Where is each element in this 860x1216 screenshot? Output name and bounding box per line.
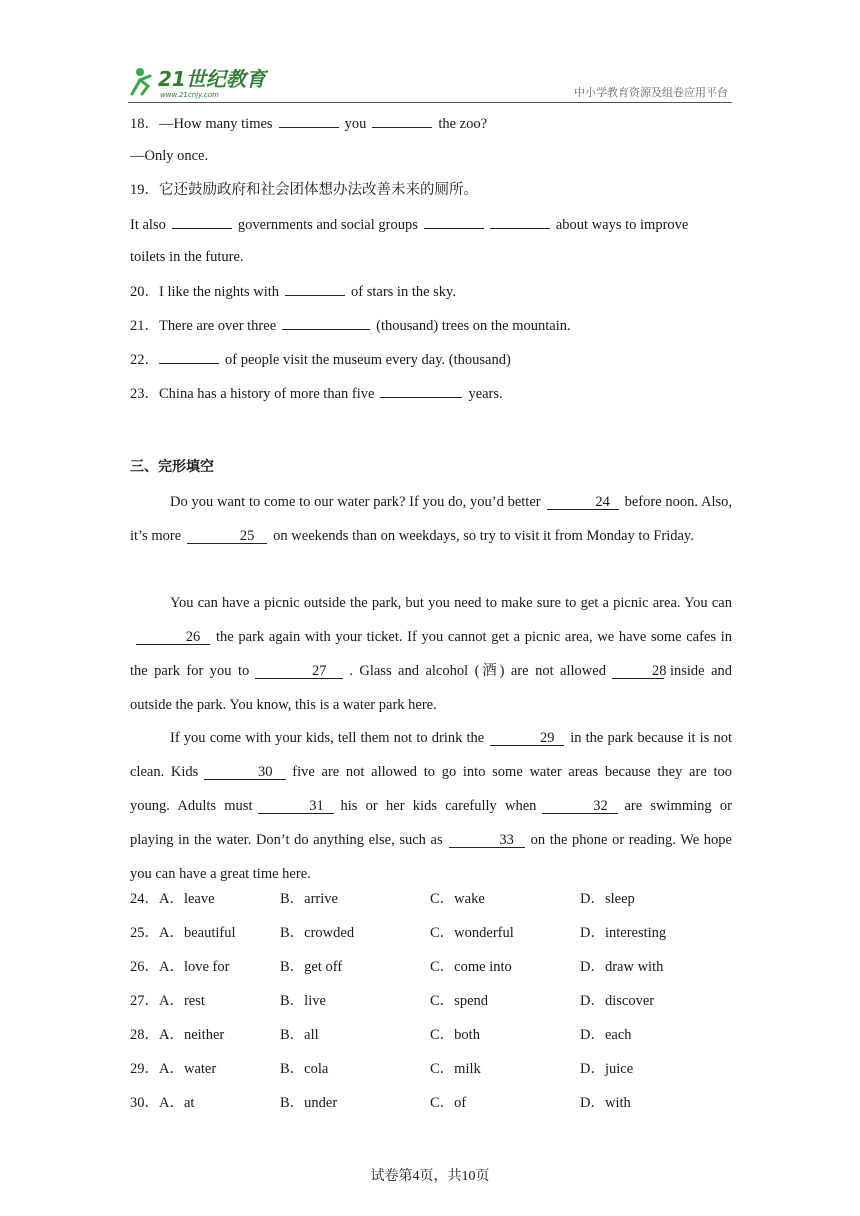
- option-c[interactable]: C．wake: [430, 891, 485, 907]
- question-21: 21．There are over three (thousand) trees on the mountain.: [130, 318, 571, 334]
- page-header: [128, 60, 732, 103]
- option-c[interactable]: C．milk: [430, 1061, 481, 1077]
- options-row-28: [130, 1026, 732, 1044]
- option-b[interactable]: B．cola: [280, 1061, 329, 1077]
- answer-blank[interactable]: [172, 215, 232, 229]
- cloze-paragraph-1: Do you want to come to our water park? If you do, you’d better 24 before noon. Also, it’s more 25 on weekends than on weekdays, so try to visit it from Monday to Friday.: [130, 494, 733, 544]
- cloze-paragraph-2: You can have a picnic outside the park, but you need to make sure to get a picnic area. You can26 the park again with your ticket. If you cannot get a picnic area, we have some cafes in the park for you to 27 . Glass and alcohol (酒) are not allowed 28 inside and outside the park. You know, this is a water park here.: [130, 595, 733, 713]
- section-title: 三、完形填空: [130, 459, 214, 475]
- question-19-cont: toilets in the future.: [130, 249, 244, 265]
- cloze-gap-29[interactable]: 29: [490, 731, 564, 746]
- cloze-gap-26[interactable]: 26: [136, 630, 210, 645]
- options-row-25: [130, 924, 732, 942]
- cloze-gap-28[interactable]: 28: [612, 664, 664, 679]
- option-d[interactable]: D．draw with: [580, 959, 664, 975]
- option-c[interactable]: C．both: [430, 1027, 480, 1043]
- answer-blank[interactable]: [490, 215, 550, 229]
- cloze-gap-30[interactable]: 30: [204, 765, 286, 780]
- option-d[interactable]: D．discover: [580, 993, 655, 1009]
- cloze-gap-27[interactable]: 27: [255, 664, 343, 679]
- option-a[interactable]: 25．A．beautiful: [130, 925, 236, 941]
- answer-blank[interactable]: [424, 215, 484, 229]
- answer-blank[interactable]: [380, 384, 462, 398]
- answer-blank[interactable]: [282, 316, 370, 330]
- answer-line: —Only once.: [130, 148, 209, 164]
- cloze-gap-32[interactable]: 32: [542, 799, 618, 814]
- option-c[interactable]: C．of: [430, 1095, 467, 1111]
- page-footer: 试卷第4页，共10页: [370, 1169, 490, 1184]
- option-a[interactable]: 28．A．neither: [130, 1027, 225, 1043]
- option-d[interactable]: D．sleep: [580, 891, 635, 907]
- answer-blank[interactable]: [372, 114, 432, 128]
- cloze-gap-24[interactable]: 24: [547, 495, 619, 510]
- options-row-30: [130, 1094, 732, 1112]
- option-b[interactable]: B．under: [280, 1095, 338, 1111]
- options-row-24: [130, 890, 732, 908]
- question-18: 18．—How many times you the zoo?: [130, 116, 488, 132]
- cloze-paragraph-3: If you come with your kids, tell them not to drink the 29 in the park because it is not clean. Kids 30 five are not allowed to go into some water areas because they are too young. Adults must 31 his or her kids carefully when 32 are swimming or playing in the water. Don’t do anything else, such as 33 on the phone or reading. We hope you can have a great time here.: [130, 730, 732, 882]
- option-c[interactable]: C．wonderful: [430, 925, 514, 941]
- options-row-29: [130, 1060, 732, 1078]
- option-a[interactable]: 29．A．water: [130, 1061, 217, 1077]
- 21cnjy-logo: [128, 64, 268, 100]
- cloze-gap-33[interactable]: 33: [449, 833, 525, 848]
- option-b[interactable]: B．live: [280, 993, 326, 1009]
- option-d[interactable]: D．juice: [580, 1061, 634, 1077]
- answer-blank[interactable]: [285, 282, 345, 296]
- option-a[interactable]: 30．A．at: [130, 1095, 195, 1111]
- option-a[interactable]: 24．A．leave: [130, 891, 215, 907]
- question-20: 20．I like the nights with of stars in the sky.: [130, 284, 456, 300]
- question-19: 19．它还鼓励政府和社会团体想办法改善未来的厕所。: [130, 182, 478, 198]
- option-a[interactable]: 27．A．rest: [130, 993, 205, 1009]
- svg-text:21世纪教育: 21世纪教育: [158, 67, 266, 91]
- option-a[interactable]: 26．A．love for: [130, 959, 230, 975]
- platform-label: 中小学教育资源及组卷应用平台: [574, 86, 728, 99]
- option-b[interactable]: B．arrive: [280, 891, 338, 907]
- options-row-27: [130, 992, 732, 1010]
- option-b[interactable]: B．all: [280, 1027, 319, 1043]
- option-c[interactable]: C．spend: [430, 993, 488, 1009]
- option-d[interactable]: D．interesting: [580, 925, 667, 941]
- options-row-26: [130, 958, 732, 976]
- question-19-english: It also governments and social groups about ways to improve: [130, 217, 689, 233]
- option-b[interactable]: B．crowded: [280, 925, 355, 941]
- cloze-gap-25[interactable]: 25: [187, 529, 267, 544]
- option-c[interactable]: C．come into: [430, 959, 512, 975]
- cloze-gap-31[interactable]: 31: [258, 799, 334, 814]
- option-d[interactable]: D．with: [580, 1095, 631, 1111]
- question-22: 22． of people visit the museum every day. (thousand): [130, 352, 511, 368]
- answer-blank[interactable]: [159, 350, 219, 364]
- option-d[interactable]: D．each: [580, 1027, 632, 1043]
- question-23: 23．China has a history of more than five years.: [130, 386, 503, 402]
- option-b[interactable]: B．get off: [280, 959, 343, 975]
- answer-blank[interactable]: [279, 114, 339, 128]
- svg-text:www.21cnjy.com: www.21cnjy.com: [160, 91, 219, 99]
